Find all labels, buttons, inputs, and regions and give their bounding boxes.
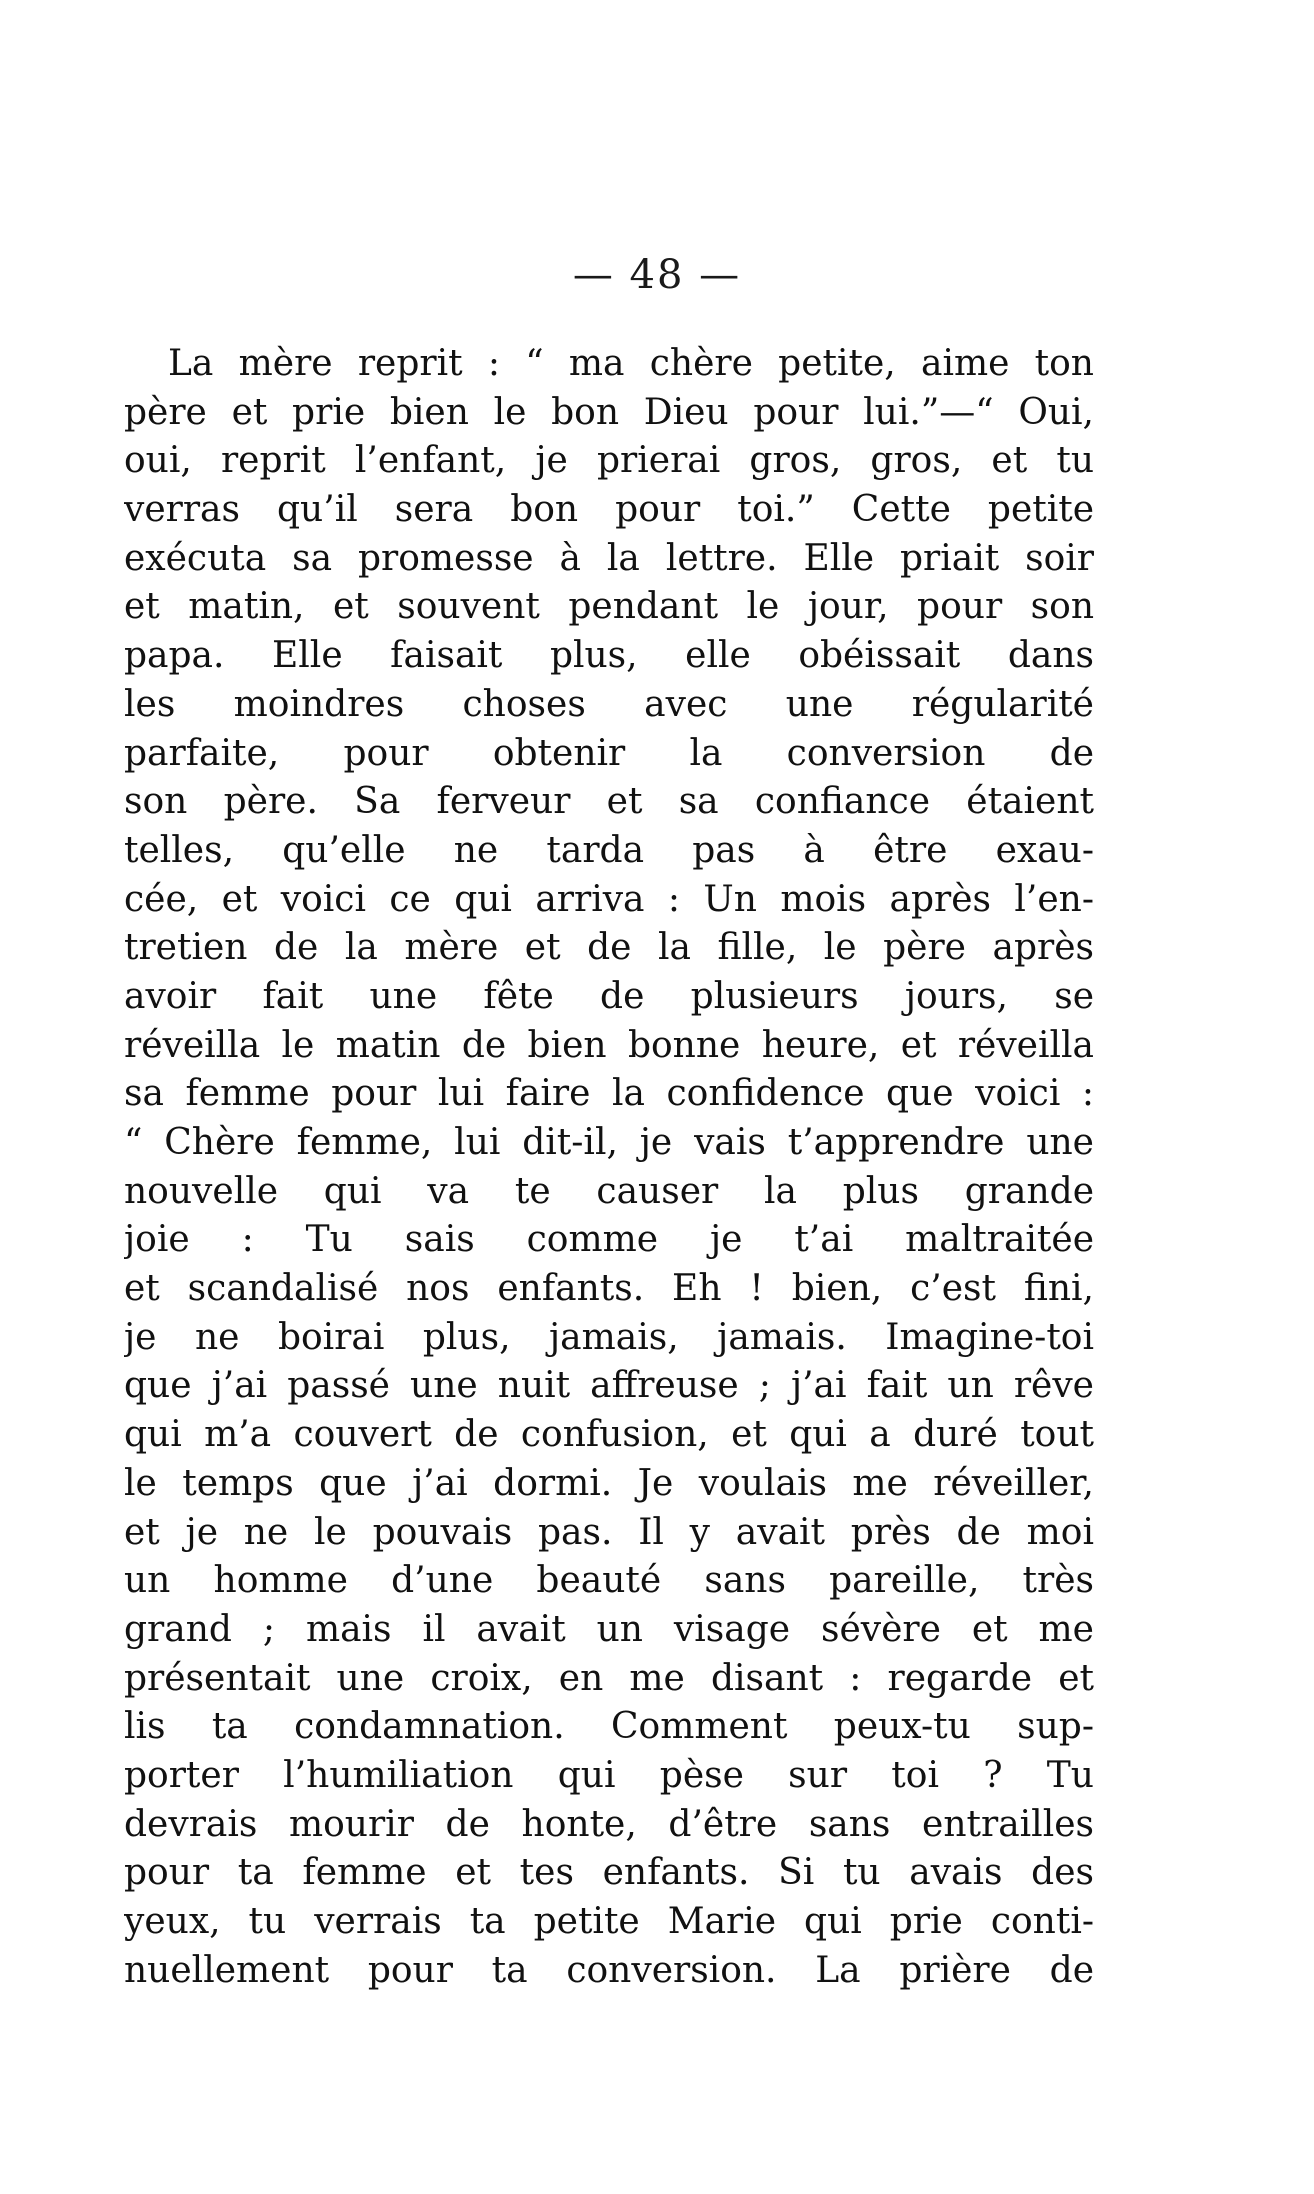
text-line: tretien de la mère et de la fille, le père après xyxy=(124,927,1094,969)
text-line: devrais mourir de honte, d’être sans entrailles xyxy=(124,1803,1094,1845)
text-line: son père. Sa ferveur et sa confiance étaient xyxy=(124,781,1094,823)
text-line: lis ta condamnation. Comment peux-tu sup- xyxy=(124,1706,1094,1748)
text-line: grand ; mais il avait un visage sévère et me xyxy=(124,1608,1094,1650)
text-line: présentait une croix, en me disant : regarde et xyxy=(124,1657,1094,1699)
text-line: et je ne le pouvais pas. Il y avait près de moi xyxy=(124,1511,1094,1553)
text-line: le temps que j’ai dormi. Je voulais me réveiller, xyxy=(124,1462,1094,1504)
text-line: père et prie bien le bon Dieu pour lui.”—“ Oui, xyxy=(124,391,1094,433)
text-line: et matin, et souvent pendant le jour, pour son xyxy=(124,586,1094,628)
text-line: telles, qu’elle ne tarda pas à être exau- xyxy=(124,829,1094,871)
text-line: pour ta femme et tes enfants. Si tu avais des xyxy=(124,1852,1094,1894)
text-line: que j’ai passé une nuit affreuse ; j’ai fait un rêve xyxy=(124,1365,1094,1407)
text-line: qui m’a couvert de confusion, et qui a duré tout xyxy=(124,1414,1094,1456)
text-line: sa femme pour lui faire la confidence que voici : xyxy=(124,1073,1094,1115)
body-text xyxy=(124,340,1094,1995)
text-line: papa. Elle faisait plus, elle obéissait dans xyxy=(124,635,1094,677)
text-line: verras qu’il sera bon pour toi.” Cette petite xyxy=(124,489,1094,531)
text-line: nuellement pour ta conversion. La prière de xyxy=(124,1949,1094,1991)
text-line: avoir fait une fête de plusieurs jours, se xyxy=(124,975,1094,1017)
text-line: réveilla le matin de bien bonne heure, et réveilla xyxy=(124,1024,1094,1066)
text-line: les moindres choses avec une régularité xyxy=(124,683,1094,725)
text-line: joie : Tu sais comme je t’ai maltraitée xyxy=(124,1219,1094,1261)
text-line: La mère reprit : “ ma chère petite, aime ton xyxy=(168,343,1094,384)
text-line: porter l’humiliation qui pèse sur toi ? Tu xyxy=(124,1754,1094,1796)
text-line: oui, reprit l’enfant, je prierai gros, gros, et tu xyxy=(124,440,1094,482)
text-line: nouvelle qui va te causer la plus grande xyxy=(124,1170,1094,1212)
text-line: exécuta sa promesse à la lettre. Elle priait soir xyxy=(124,537,1094,579)
text-line: un homme d’une beauté sans pareille, très xyxy=(124,1560,1094,1602)
page-number: — 48 — xyxy=(572,252,742,298)
text-line: parfaite, pour obtenir la conversion de xyxy=(124,732,1094,774)
text-line: yeux, tu verrais ta petite Marie qui prie conti- xyxy=(124,1901,1094,1942)
text-line: et scandalisé nos enfants. Eh ! bien, c’est fini, xyxy=(124,1268,1094,1310)
text-line: “ Chère femme, lui dit-il, je vais t’apprendre une xyxy=(124,1122,1094,1163)
text-line: cée, et voici ce qui arriva : Un mois après l’en- xyxy=(124,878,1094,920)
text-line: je ne boirai plus, jamais, jamais. Imagine-toi xyxy=(124,1316,1094,1358)
